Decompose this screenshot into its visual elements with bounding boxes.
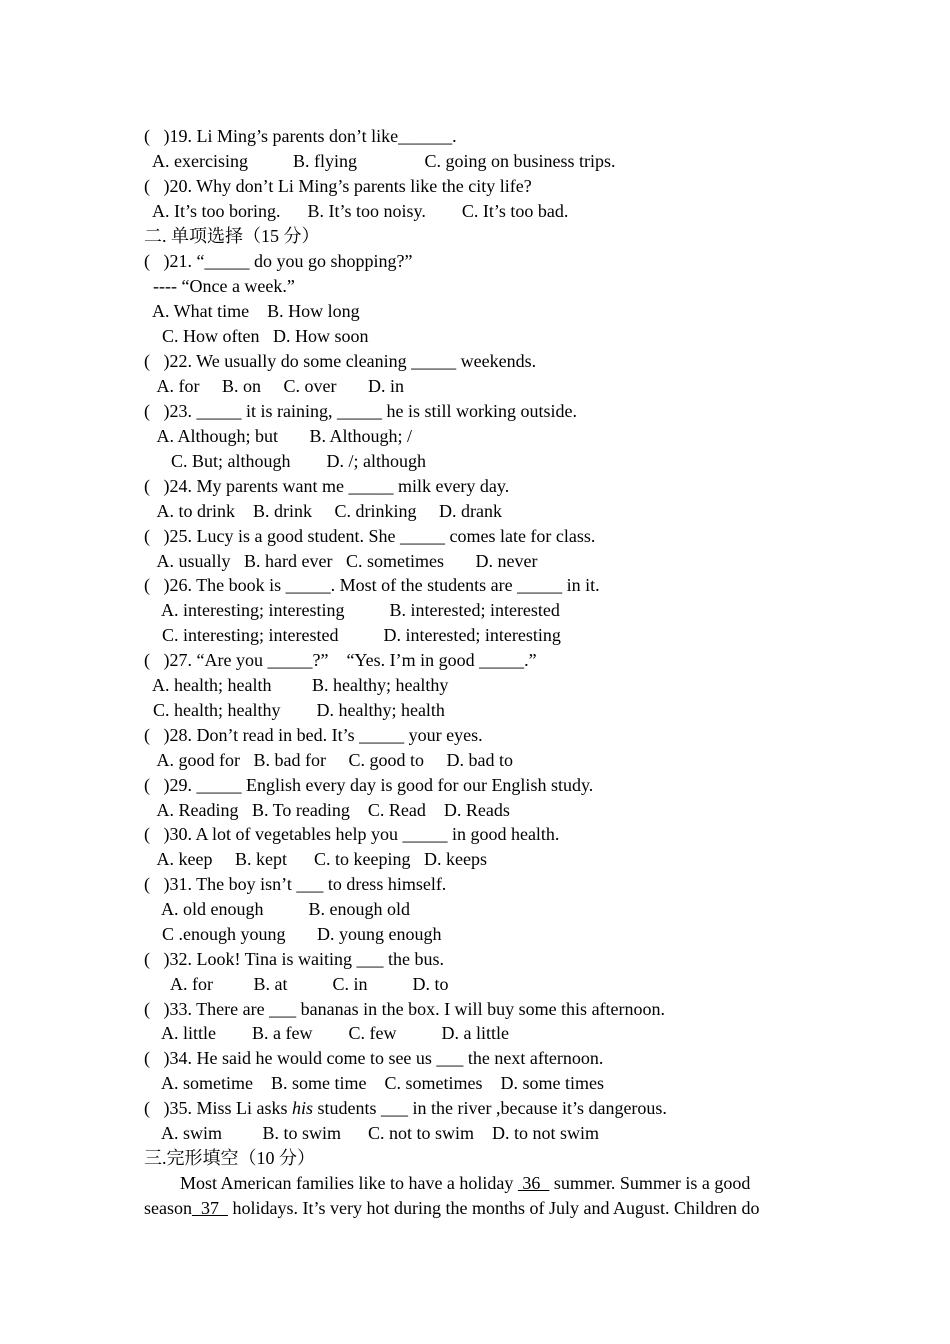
cloze-text-1a: Most American families like to have a holiday: [144, 1173, 518, 1193]
blank-36: 36: [517, 1173, 550, 1193]
blank-37: 37: [192, 1198, 228, 1218]
question-31-options-1: A. old enough B. enough old: [144, 899, 410, 919]
question-28-options: A. good for B. bad for C. good to D. bad to: [144, 750, 513, 770]
question-33-stem: ( )33. There are ___ bananas in the box. I will buy some this afternoon.: [144, 999, 666, 1019]
question-24-stem: ( )24. My parents want me _____ milk every day.: [144, 476, 510, 496]
question-27-stem: ( )27. “Are you _____?” “Yes. I’m in good _____.”: [144, 650, 537, 670]
question-23-options-1: A. Although; but B. Although; /: [144, 426, 413, 446]
question-34-options: A. sometime B. some time C. sometimes D. some times: [144, 1073, 604, 1093]
question-35-options: A. swim B. to swim C. not to swim D. to not swim: [144, 1123, 600, 1143]
cloze-text-2a: season: [144, 1198, 192, 1218]
question-21-options-1: A. What time B. How long: [144, 301, 360, 321]
question-32-options: A. for B. at C. in D. to: [144, 974, 449, 994]
question-25-stem: ( )25. Lucy is a good student. She _____ comes late for class.: [144, 526, 596, 546]
question-35-stem-italic: his: [292, 1098, 314, 1118]
question-33-options: A. little B. a few C. few D. a little: [144, 1023, 509, 1043]
question-21-reply: ---- “Once a week.”: [144, 276, 295, 296]
question-30-stem: ( )30. A lot of vegetables help you _____ in good health.: [144, 824, 560, 844]
question-24-options: A. to drink B. drink C. drinking D. drank: [144, 501, 502, 521]
question-23-options-2: C. But; although D. /; although: [144, 451, 426, 471]
question-35-stem-before: ( )35. Miss Li asks: [144, 1098, 292, 1118]
cloze-passage-line-2: [144, 1196, 759, 1221]
question-25-options: A. usually B. hard ever C. sometimes D. never: [144, 551, 538, 571]
cloze-text-1b: summer. Summer is a good: [549, 1173, 751, 1193]
question-34-stem: ( )34. He said he would come to see us ___ the next afternoon.: [144, 1048, 604, 1068]
question-23-stem: ( )23. _____ it is raining, _____ he is still working outside.: [144, 401, 577, 421]
question-22-stem: ( )22. We usually do some cleaning _____ weekends.: [144, 351, 537, 371]
question-19-stem: ( )19. Li Ming’s parents don’t like______.: [144, 126, 457, 146]
question-20-stem: ( )20. Why don’t Li Ming’s parents like the city life?: [144, 176, 532, 196]
question-29-stem: ( )29. _____ English every day is good for our English study.: [144, 775, 594, 795]
question-31-options-2: C .enough young D. young enough: [144, 924, 442, 944]
question-26-options-1: A. interesting; interesting B. interested; interested: [144, 600, 560, 620]
question-32-stem: ( )32. Look! Tina is waiting ___ the bus.: [144, 949, 444, 969]
question-22-options: A. for B. on C. over D. in: [144, 376, 404, 396]
question-26-stem: ( )26. The book is _____. Most of the students are _____ in it.: [144, 575, 600, 595]
cloze-passage-line-1: [144, 1171, 750, 1196]
question-21-options-2: C. How often D. How soon: [144, 326, 369, 346]
question-27-options-1: A. health; health B. healthy; healthy: [144, 675, 449, 695]
question-20-options: A. It’s too boring. B. It’s too noisy. C. It’s too bad.: [144, 201, 569, 221]
question-31-stem: ( )31. The boy isn’t ___ to dress himself.: [144, 874, 447, 894]
cloze-text-2b: holidays. It’s very hot during the months of July and August. Children do: [228, 1198, 760, 1218]
question-26-options-2: C. interesting; interested D. interested; interesting: [144, 625, 561, 645]
question-21-stem: ( )21. “_____ do you go shopping?”: [144, 251, 413, 271]
section-3-heading: 三.完形填空（10 分）: [144, 1148, 315, 1168]
question-35-stem-after: students ___ in the river ,because it’s dangerous.: [313, 1098, 667, 1118]
question-30-options: A. keep B. kept C. to keeping D. keeps: [144, 849, 487, 869]
question-35-stem: [144, 1096, 667, 1121]
section-2-heading: 二. 单项选择（15 分）: [144, 226, 320, 246]
question-19-options: A. exercising B. flying C. going on business trips.: [144, 151, 616, 171]
question-29-options: A. Reading B. To reading C. Read D. Reads: [144, 800, 510, 820]
question-27-options-2: C. health; healthy D. healthy; health: [144, 700, 445, 720]
question-28-stem: ( )28. Don’t read in bed. It’s _____ your eyes.: [144, 725, 483, 745]
